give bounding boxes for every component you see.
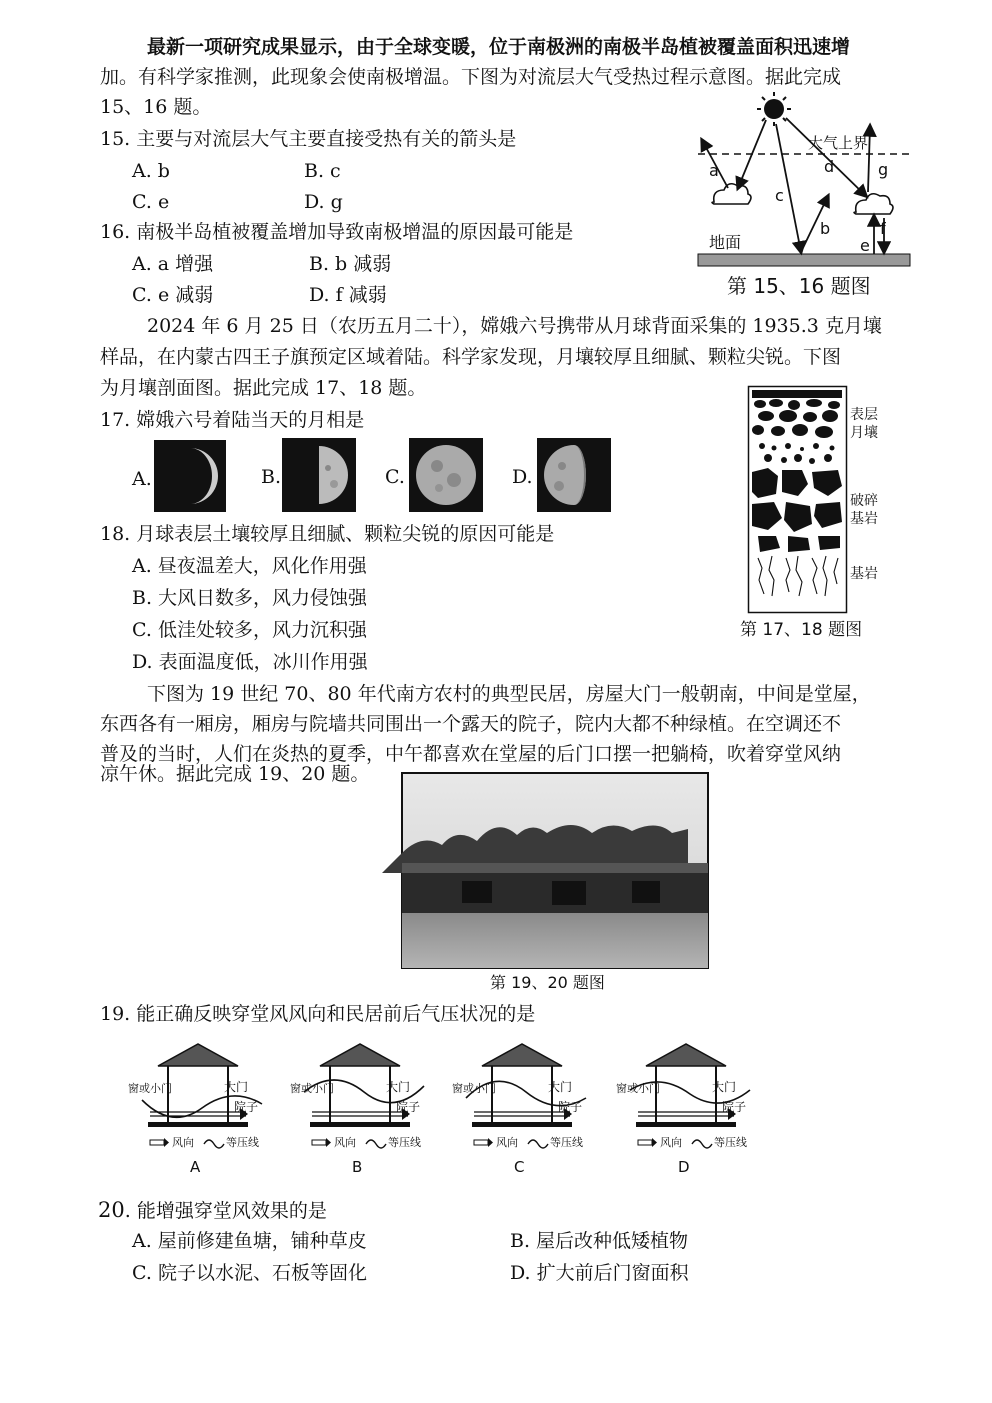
door-label: 大门 [224,1080,249,1094]
arrow-label-d: d [824,157,835,176]
ground-label: 地面 [709,233,742,252]
q19-diagram-a [128,1040,278,1180]
q15-stem: 15. 主要与对流层大气主要直接受热有关的箭头是 [100,128,517,150]
diagram-letter: C [514,1158,525,1176]
passage2-line-3: 为月壤剖面图。据此完成 17、18 题。 [100,377,427,399]
arrow-label-e: e [860,236,870,255]
q16-option-c: C. e 减弱 [132,284,214,306]
fig1920-caption: 第 19、20 题图 [490,973,605,992]
q20-option-d: D. 扩大前后门窗面积 [510,1262,689,1284]
q17-option-a: A. [132,468,152,490]
passage3-line-4: 凉午休。据此完成 19、20 题。 [100,763,370,785]
legend-isobar-label: 等压线 [226,1136,259,1149]
window-label: 窗或小门 [452,1082,496,1095]
yard-label: 院子 [396,1100,421,1114]
house-photo [402,773,708,968]
q17-option-c: C. [385,466,405,488]
moon-phase-b [282,438,356,512]
door-label: 大门 [712,1080,737,1094]
q18-option-c: C. 低洼处较多，风力沉积强 [132,619,367,641]
yard-label: 院子 [558,1100,583,1114]
q19-diagram-c [452,1040,602,1180]
q19-diagram-b [290,1040,440,1180]
window-label: 窗或小门 [616,1082,660,1095]
passage3-line-1: 下图为 19 世纪 70、80 年代南方农村的典型民居，房屋大门一般朝南，中间是堂屋， [147,683,871,705]
legend-wind-label: 风向 [660,1136,682,1149]
arrow-label-g: g [878,160,889,179]
passage3-line-2: 东西各有一厢房，厢房与院墙共同围出一个露天的院子，院内大都不种绿植。在空调还不 [100,713,842,735]
diagram-letter: D [678,1158,690,1176]
door-label: 大门 [548,1080,573,1094]
passage1-line-1: 最新一项研究成果显示，由于全球变暖，位于南极洲的南极半岛植被覆盖面积迅速增 [147,36,851,58]
q17-option-d: D. [512,466,533,488]
door-label: 大门 [386,1080,411,1094]
arrow-label-a: a [709,161,719,180]
legend-wind-label: 风向 [496,1136,518,1149]
q19-stem: 19. 能正确反映穿堂风风向和民居前后气压状况的是 [100,1003,536,1025]
legend-isobar-label: 等压线 [714,1136,747,1149]
soil-label-bedrock: 基岩 [850,566,878,582]
q16-stem: 16. 南极半岛植被覆盖增加导致南极增温的原因最可能是 [100,221,574,243]
q16-option-b: B. b 减弱 [309,253,392,275]
soil-label-broken-bedrock: 破碎 基岩 [850,493,878,527]
q18-option-a: A. 昼夜温差大，风化作用强 [132,555,367,577]
q15-option-d: D. g [304,191,343,213]
passage2-line-1: 2024 年 6 月 25 日（农历五月二十），嫦娥六号携带从月球背面采集的 1935.3 克月壤 [147,315,882,337]
q18-stem: 18. 月球表层土壤较厚且细腻、颗粒尖锐的原因可能是 [100,523,555,545]
sun-icon [757,92,791,126]
fig1718-caption: 第 17、18 题图 [740,620,863,640]
q20-option-b: B. 屋后改种低矮植物 [510,1230,689,1252]
soil-label-surface: 表层 月壤 [850,407,878,441]
atmosphere-top-label: 大气上界 [808,134,869,152]
diagram-letter: A [190,1158,201,1176]
yard-label: 院子 [722,1100,747,1114]
q20-option-c: C. 院子以水泥、石板等固化 [132,1262,367,1284]
q16-option-a: A. a 增强 [132,253,214,275]
q15-option-a: A. b [132,160,170,182]
q18-option-d: D. 表面温度低，冰川作用强 [132,651,368,673]
passage1-line-3: 15、16 题。 [100,96,212,118]
q18-option-b: B. 大风日数多，风力侵蚀强 [132,587,368,609]
cloud-icon [712,184,751,204]
q17-option-b: B. [261,466,282,488]
q16-option-d: D. f 减弱 [309,284,387,306]
legend-wind-label: 风向 [172,1136,194,1149]
passage1-line-2: 加。有科学家推测，此现象会使南极增温。下图为对流层大气受热过程示意图。据此完成 [100,66,842,88]
legend-isobar-label: 等压线 [550,1136,583,1149]
q20-option-a: A. 屋前修建鱼塘，铺种草皮 [132,1230,367,1252]
q17-stem: 17. 嫦娥六号着陆当天的月相是 [100,409,365,431]
ground-bar [698,254,910,266]
legend-wind-label: 风向 [334,1136,356,1149]
q19-diagram-d [616,1040,766,1180]
moon-phase-d [537,438,611,512]
arrow-label-b: b [820,219,831,238]
yard-label: 院子 [234,1100,259,1114]
moon-phase-a [154,440,226,512]
window-label: 窗或小门 [128,1082,172,1095]
cloud-icon [854,194,893,214]
q15-option-c: C. e [132,191,170,213]
diagram-letter: B [352,1158,363,1176]
fig1516-caption: 第 15、16 题图 [727,274,871,298]
passage3-line-3: 普及的当时，人们在炎热的夏季，中午都喜欢在堂屋的后门口摆一把躺椅，吹着穿堂风纳 [100,743,842,765]
legend-isobar-label: 等压线 [388,1136,421,1149]
arrow-label-c: c [775,186,784,205]
passage2-line-2: 样品，在内蒙古四王子旗预定区域着陆。科学家发现，月壤较厚且细腻、颗粒尖锐。下图 [100,346,842,368]
arrow-label-f: f [880,219,886,238]
q15-option-b: B. c [304,160,341,182]
moon-phase-c [409,438,483,512]
window-label: 窗或小门 [290,1082,334,1095]
lunar-soil-profile [748,386,847,613]
q20-stem: 20. 能增强穿堂风效果的是 [98,1198,327,1222]
